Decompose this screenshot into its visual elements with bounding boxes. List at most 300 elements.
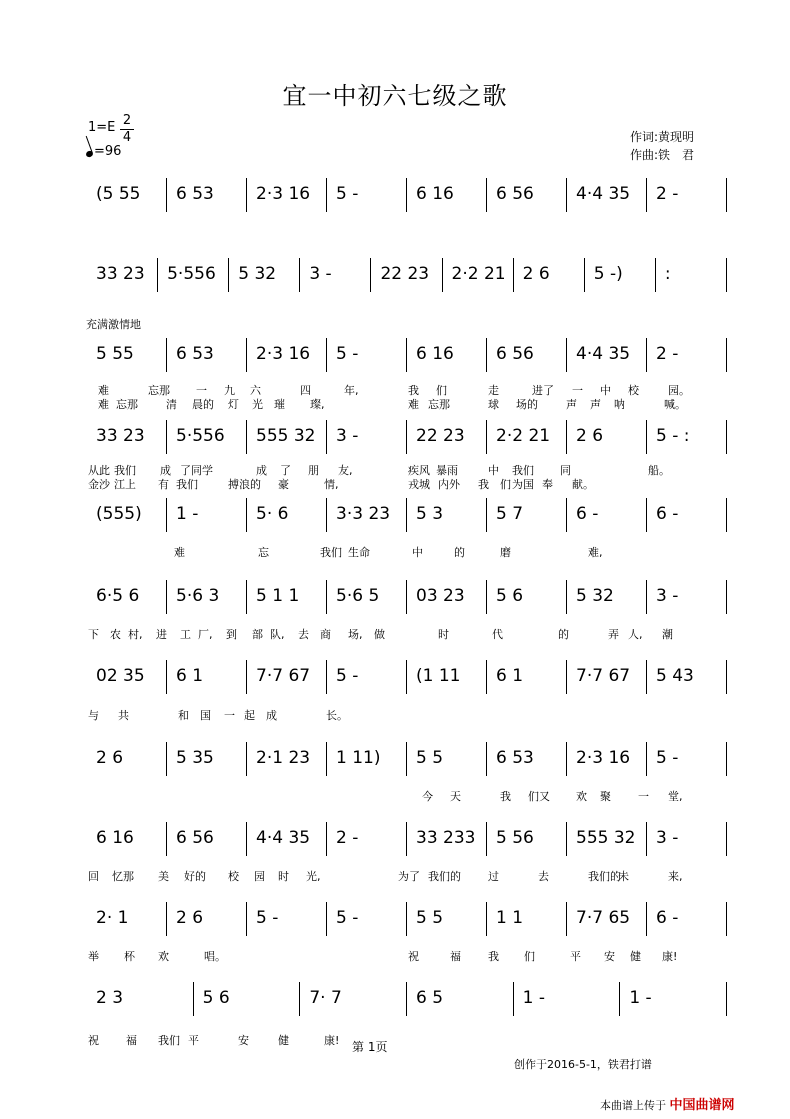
measure: 2· 1	[96, 908, 129, 928]
measure: 5 32	[238, 264, 277, 284]
measure: 5 -	[336, 666, 359, 686]
lyric-syllable: 一	[638, 790, 649, 803]
expression-marking: 充满激情地	[86, 318, 141, 331]
measure: 5 -	[256, 908, 279, 928]
measure: 2 -	[336, 828, 359, 848]
measure: 6 16	[96, 828, 134, 848]
lyric-syllable: 我们	[114, 464, 136, 477]
score-row	[88, 580, 728, 614]
lyric-syllable: 健	[278, 1034, 289, 1047]
measure: 5 32	[576, 586, 614, 606]
measure: 4·4 35	[576, 344, 631, 364]
bar-line	[566, 902, 567, 936]
measure: 5 56	[496, 828, 534, 848]
measure: 5 - :	[656, 426, 690, 446]
time-bottom: 4	[122, 130, 132, 145]
lyric-syllable: 声	[566, 398, 577, 411]
bar-line	[193, 982, 194, 1016]
score-row	[88, 660, 728, 694]
lyric-syllable: 校	[628, 384, 639, 397]
score-row	[88, 420, 728, 454]
measure: 3 -	[656, 586, 679, 606]
lyric-syllable: 金沙	[88, 478, 110, 491]
bar-line	[326, 902, 327, 936]
lyric-syllable: 人,	[628, 628, 643, 641]
lyric-syllable: 了	[280, 464, 291, 477]
bar-line	[326, 580, 327, 614]
bar-line	[566, 420, 567, 454]
lyric-syllable: 年,	[344, 384, 359, 397]
lyric-syllable: 我们的	[588, 870, 621, 883]
lyric-syllable: 难	[98, 398, 109, 411]
measure: 5 -	[336, 908, 359, 928]
lyric-syllable: 园	[254, 870, 265, 883]
measure: 5·6 5	[336, 586, 380, 606]
bar-line	[406, 178, 407, 212]
measure: 33 23	[96, 426, 145, 446]
lyric-syllable: 我们	[512, 464, 534, 477]
measure: 5 -)	[593, 264, 623, 284]
measure: 3·3 23	[336, 504, 391, 524]
lyric-syllable: 部	[252, 628, 263, 641]
bar-line	[566, 338, 567, 372]
key-signature: 1=E	[88, 120, 116, 135]
bar-line	[486, 420, 487, 454]
lyric-syllable: 举	[88, 950, 99, 963]
lyric-syllable: 进了	[532, 384, 554, 397]
bar-line	[486, 902, 487, 936]
measure: (555)	[96, 504, 142, 524]
bar-line	[166, 420, 167, 454]
score-row	[88, 822, 728, 856]
bar-line	[726, 660, 727, 694]
measure: :	[664, 264, 671, 284]
lyric-syllable: 去	[538, 870, 549, 883]
measure: 5·556	[167, 264, 216, 284]
measure: 5 -	[336, 344, 359, 364]
lyric-syllable: 璀	[274, 398, 285, 411]
score-row	[88, 178, 728, 212]
lyric-syllable: 潮	[662, 628, 673, 641]
lyric-syllable: 声	[590, 398, 601, 411]
lyric-syllable: 喊。	[664, 398, 686, 411]
lyricist: 作词:黄现明	[630, 130, 695, 144]
lyric-syllable: 船。	[648, 464, 670, 477]
measure: 5 -	[656, 748, 679, 768]
lyric-syllable: 忘那	[428, 398, 450, 411]
bar-line	[326, 660, 327, 694]
lyric-syllable: 呐	[614, 398, 625, 411]
song-title: 宜一中初六七级之歌	[282, 82, 508, 110]
lyric-syllable: 中	[412, 546, 423, 559]
bar-line	[299, 258, 300, 292]
composer: 作曲:铁 君	[630, 148, 695, 162]
bar-line	[655, 258, 656, 292]
lyric-syllable: 我们	[320, 546, 342, 559]
tempo-marking	[86, 144, 121, 159]
lyric-syllable: 安	[238, 1034, 249, 1047]
lyric-syllable: 回	[88, 870, 99, 883]
lyric-syllable: 六	[250, 384, 261, 397]
measure: 7·7 67	[256, 666, 311, 686]
lyric-syllable: 天	[450, 790, 461, 803]
measure: 6 56	[496, 184, 534, 204]
bar-line	[726, 822, 727, 856]
lyric-syllable: 弄	[608, 628, 619, 641]
lyric-syllable: 光,	[306, 870, 321, 883]
lyric-syllable: 平	[188, 1034, 199, 1047]
bar-line	[566, 660, 567, 694]
bar-line	[406, 742, 407, 776]
measure: 2 6	[96, 748, 124, 768]
measure: (5 55	[96, 184, 141, 204]
time-top: 2	[122, 113, 132, 128]
lyric-syllable: 朋	[308, 464, 319, 477]
bar-line	[646, 338, 647, 372]
lyric-syllable: 健	[630, 950, 641, 963]
lyric-syllable: 聚	[600, 790, 611, 803]
lyric-syllable: 村,	[128, 628, 143, 641]
bar-line	[486, 742, 487, 776]
lyric-syllable: 福	[450, 950, 461, 963]
measure: 6·5 6	[96, 586, 140, 606]
bar-line	[406, 902, 407, 936]
bar-line	[646, 178, 647, 212]
measure: 2 -	[656, 184, 679, 204]
bar-line	[246, 902, 247, 936]
measure: 5 5	[416, 748, 444, 768]
measure: 5 7	[496, 504, 524, 524]
measure: 6 -	[656, 504, 679, 524]
lyric-syllable: 祝	[408, 950, 419, 963]
measure: 5 1 1	[256, 586, 300, 606]
lyric-syllable: 平	[570, 950, 581, 963]
measure: 22 23	[380, 264, 430, 284]
lyric-syllable: 我们的	[428, 870, 461, 883]
measure: 5 -	[336, 184, 359, 204]
lyric-syllable: 来,	[668, 870, 683, 883]
measure: 5·6 3	[176, 586, 220, 606]
lyric-syllable: 我们	[158, 1034, 180, 1047]
lyric-syllable: 奉	[542, 478, 553, 491]
lyric-syllable: 杯	[124, 950, 135, 963]
bar-line	[486, 178, 487, 212]
bar-line	[299, 982, 300, 1016]
bar-line	[486, 580, 487, 614]
lyric-syllable: 情,	[324, 478, 339, 491]
bar-line	[513, 258, 514, 292]
lyric-syllable: 工	[180, 628, 191, 641]
lyric-syllable: 们又	[528, 790, 550, 803]
lyric-syllable: 们	[500, 478, 511, 491]
measure: 2 -	[656, 344, 679, 364]
measure: 3 -	[309, 264, 332, 284]
measure: 02 35	[96, 666, 145, 686]
bar-line	[646, 902, 647, 936]
lyric-syllable: 磨	[500, 546, 511, 559]
lyric-syllable: 美	[158, 870, 169, 883]
bar-line	[486, 338, 487, 372]
bar-line	[584, 258, 585, 292]
bar-line	[246, 822, 247, 856]
bar-line	[326, 338, 327, 372]
lyric-syllable: 豪	[278, 478, 289, 491]
measure: 3 -	[336, 426, 359, 446]
lyric-syllable: 一	[572, 384, 583, 397]
lyric-syllable: 唱。	[204, 950, 226, 963]
measure: 5· 6	[256, 504, 289, 524]
measure: 5 43	[656, 666, 694, 686]
measure: (1 11	[416, 666, 461, 686]
lyric-syllable: 友,	[338, 464, 353, 477]
lyric-syllable: 为了	[398, 870, 420, 883]
lyric-syllable: 难	[98, 384, 109, 397]
bar-line	[486, 822, 487, 856]
lyric-syllable: 献。	[572, 478, 594, 491]
lyric-syllable: 难	[408, 398, 419, 411]
time-signature	[120, 114, 134, 145]
bar-line	[228, 258, 229, 292]
lyric-syllable: 我	[500, 790, 511, 803]
measure: 1 -	[176, 504, 199, 524]
lyric-syllable: 农	[110, 628, 121, 641]
lyric-syllable: 我	[488, 950, 499, 963]
measure: 5 6	[496, 586, 524, 606]
lyric-syllable: 和	[178, 709, 189, 722]
measure: 6 1	[176, 666, 204, 686]
bar-line	[246, 178, 247, 212]
lyric-syllable: 我	[478, 478, 489, 491]
lyric-syllable: 场的	[516, 398, 538, 411]
measure: 555 32	[576, 828, 636, 848]
lyric-syllable: 校	[228, 870, 239, 883]
lyric-syllable: 四	[300, 384, 311, 397]
lyric-syllable: 同	[560, 464, 571, 477]
bar-line	[646, 822, 647, 856]
bar-line	[406, 822, 407, 856]
lyric-syllable: 欢	[158, 950, 169, 963]
bar-line	[513, 982, 514, 1016]
lyric-syllable: 忘那	[148, 384, 170, 397]
measure: 1 11)	[336, 748, 381, 768]
footer-brand: 中国曲谱网	[669, 1098, 735, 1113]
bar-line	[166, 178, 167, 212]
measure: 6 1	[496, 666, 524, 686]
bar-line	[726, 420, 727, 454]
score-row	[88, 498, 728, 532]
measure: 2 6	[522, 264, 550, 284]
lyric-syllable: 一	[224, 709, 235, 722]
lyric-syllable: 安	[604, 950, 615, 963]
bar-line	[166, 902, 167, 936]
bar-line	[157, 258, 158, 292]
measure: 6 56	[496, 344, 534, 364]
quarter-note-icon	[85, 150, 94, 158]
measure: 6 16	[416, 184, 454, 204]
measure: 2·3 16	[256, 344, 311, 364]
tempo-value: =96	[94, 144, 122, 159]
lyric-syllable: 我	[408, 384, 419, 397]
created-note: 创作于2016-5-1，铁君打谱	[514, 1058, 652, 1071]
lyric-syllable: 戎城	[408, 478, 430, 491]
measure: 6 53	[496, 748, 534, 768]
lyric-syllable: 成	[160, 464, 171, 477]
bar-line	[246, 338, 247, 372]
lyric-syllable: 到	[226, 628, 237, 641]
lyric-syllable: 今	[422, 790, 433, 803]
bar-line	[566, 742, 567, 776]
measure: 6 56	[176, 828, 214, 848]
lyric-syllable: 忘	[258, 546, 269, 559]
bar-line	[726, 498, 727, 532]
bar-line	[246, 420, 247, 454]
measure: 03 23	[416, 586, 465, 606]
page-number: 第 1页	[352, 1040, 388, 1054]
measure: 4·4 35	[576, 184, 631, 204]
measure: 33 233	[416, 828, 476, 848]
bar-line	[646, 742, 647, 776]
measure: 3 -	[656, 828, 679, 848]
bar-line	[326, 178, 327, 212]
lyric-syllable: 疾风	[408, 464, 430, 477]
lyric-syllable: 做	[374, 628, 385, 641]
lyric-syllable: 暴雨	[436, 464, 458, 477]
lyric-syllable: 走	[488, 384, 499, 397]
score-row	[88, 982, 728, 1016]
lyric-syllable: 欢	[576, 790, 587, 803]
lyric-syllable: 起	[244, 709, 255, 722]
bar-line	[726, 982, 727, 1016]
bar-line	[406, 420, 407, 454]
bar-line	[486, 498, 487, 532]
lyric-syllable: 堂,	[668, 790, 683, 803]
lyric-syllable: 成	[256, 464, 267, 477]
lyric-syllable: 未	[618, 870, 629, 883]
measure: 4·4 35	[256, 828, 311, 848]
score-row	[88, 902, 728, 936]
measure: 1 -	[522, 988, 546, 1008]
bar-line	[166, 580, 167, 614]
lyric-syllable: 我们	[176, 478, 198, 491]
lyric-syllable: 厂,	[198, 628, 213, 641]
measure: 6 -	[576, 504, 599, 524]
lyric-syllable: 进	[156, 628, 167, 641]
lyric-syllable: 有	[158, 478, 169, 491]
lyric-syllable: 光	[252, 398, 263, 411]
lyric-syllable: 下	[88, 628, 99, 641]
measure: 5·556	[176, 426, 225, 446]
lyric-syllable: 九	[224, 384, 235, 397]
lyric-syllable: 内外	[438, 478, 460, 491]
measure: 2·3 16	[576, 748, 631, 768]
bar-line	[166, 742, 167, 776]
bar-line	[406, 338, 407, 372]
bar-line	[246, 580, 247, 614]
bar-line	[619, 982, 620, 1016]
lyric-syllable: 生命	[348, 546, 370, 559]
lyric-syllable: 难,	[588, 546, 603, 559]
measure: 6 -	[656, 908, 679, 928]
bar-line	[166, 498, 167, 532]
lyric-syllable: 国	[200, 709, 211, 722]
measure: 6 53	[176, 344, 214, 364]
bar-line	[406, 982, 407, 1016]
bar-line	[646, 498, 647, 532]
measure: 5 35	[176, 748, 214, 768]
measure: 7·7 67	[576, 666, 631, 686]
lyric-syllable: 祝	[88, 1034, 99, 1047]
lyric-syllable: 忆那	[112, 870, 134, 883]
bar-line	[726, 742, 727, 776]
lyric-syllable: 清	[166, 398, 177, 411]
lyric-syllable: 福	[126, 1034, 137, 1047]
lyric-syllable: 时	[278, 870, 289, 883]
bar-line	[326, 498, 327, 532]
lyric-syllable: 去	[298, 628, 309, 641]
lyric-syllable: 队,	[270, 628, 285, 641]
measure: 2 6	[176, 908, 204, 928]
bar-line	[246, 498, 247, 532]
footer	[600, 1094, 735, 1113]
bar-line	[726, 178, 727, 212]
credits	[630, 128, 694, 164]
bar-line	[166, 822, 167, 856]
lyric-syllable: 的	[558, 628, 569, 641]
lyric-syllable: 难	[174, 546, 185, 559]
measure: 7·7 65	[576, 908, 631, 928]
measure: 2·2 21	[496, 426, 551, 446]
bar-line	[566, 498, 567, 532]
bar-line	[326, 742, 327, 776]
lyric-syllable: 园。	[668, 384, 690, 397]
measure: 33 23	[96, 264, 145, 284]
score-row	[88, 258, 728, 292]
measure: 5 3	[416, 504, 444, 524]
lyric-syllable: 康!	[324, 1034, 340, 1047]
bar-line	[726, 902, 727, 936]
lyric-syllable: 代	[492, 628, 503, 641]
score-row	[88, 742, 728, 776]
bar-line	[166, 338, 167, 372]
lyric-syllable: 时	[438, 628, 449, 641]
bar-line	[726, 258, 727, 292]
lyric-syllable: 商	[320, 628, 331, 641]
measure: 2·3 16	[256, 184, 311, 204]
bar-line	[566, 822, 567, 856]
measure: 6 5	[416, 988, 444, 1008]
lyric-syllable: 康!	[662, 950, 678, 963]
lyric-syllable: 晨的	[192, 398, 214, 411]
measure: 1 1	[496, 908, 524, 928]
bar-line	[246, 742, 247, 776]
lyric-syllable: 搏浪的	[228, 478, 261, 491]
measure: 5 55	[96, 344, 134, 364]
lyric-syllable: 一	[196, 384, 207, 397]
lyric-syllable: 长。	[326, 709, 348, 722]
lyric-syllable: 灯	[228, 398, 239, 411]
bar-line	[326, 420, 327, 454]
lyric-syllable: 成	[266, 709, 277, 722]
bar-line	[406, 580, 407, 614]
lyric-syllable: 了同学	[180, 464, 213, 477]
lyric-syllable: 过	[488, 870, 499, 883]
bar-line	[166, 660, 167, 694]
bar-line	[442, 258, 443, 292]
bar-line	[726, 338, 727, 372]
measure: 5 5	[416, 908, 444, 928]
lyric-syllable: 中	[488, 464, 499, 477]
measure: 22 23	[416, 426, 465, 446]
